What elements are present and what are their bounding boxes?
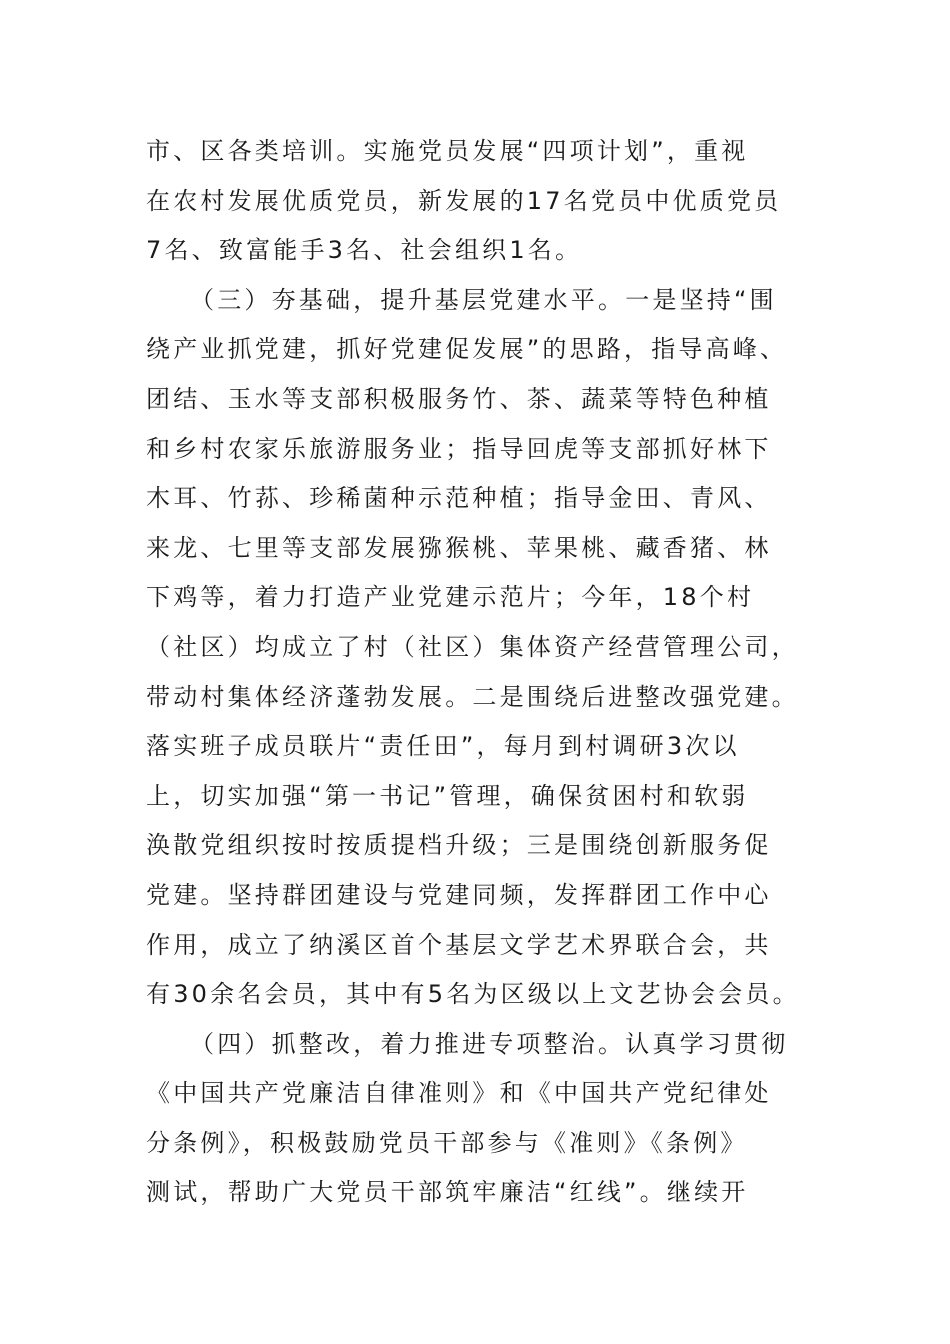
text-line: 在农村发展优质党员，新发展的17名党员中优质党员 bbox=[146, 186, 782, 215]
text-line: 作用，成立了纳溪区首个基层文学艺术界联合会，共 bbox=[146, 930, 772, 959]
text-line: 7名、致富能手3名、社会组织1名。 bbox=[146, 236, 583, 265]
text-line: 有30余名会员，其中有5名为区级以上文艺协会会员。 bbox=[146, 980, 800, 1009]
text-line: 测试，帮助广大党员干部筑牢廉洁“红线”。继续开 bbox=[146, 1178, 749, 1207]
text-line: 团结、玉水等支部积极服务竹、茶、蔬菜等特色种植 bbox=[146, 384, 772, 413]
body-text bbox=[146, 127, 836, 1218]
text-line: 党建。坚持群团建设与党建同频，发挥群团工作中心 bbox=[146, 880, 772, 909]
text-line: （社区）均成立了村（社区）集体资产经营管理公司， bbox=[146, 632, 799, 661]
text-line: 来龙、七里等支部发展猕猴桃、苹果桃、藏香猪、林 bbox=[146, 533, 772, 562]
text-line: （四）抓整改，着力推进专项整治。认真学习贯彻 bbox=[190, 1029, 789, 1058]
text-line: 分条例》，积极鼓励党员干部参与《准则》《条例》 bbox=[146, 1128, 748, 1157]
text-line: （三）夯基础，提升基层党建水平。一是坚持“围 bbox=[190, 285, 777, 314]
text-line: 绕产业抓党建，抓好党建促发展”的思路，指导高峰、 bbox=[146, 335, 788, 364]
text-line: 下鸡等，着力打造产业党建示范片；今年，18个村 bbox=[146, 583, 755, 612]
text-line: 带动村集体经济蓬勃发展。二是围绕后进整改强党建。 bbox=[146, 682, 799, 711]
text-line: 上，切实加强“第一书记”管理，确保贫困村和软弱 bbox=[146, 781, 749, 810]
text-line: 《中国共产党廉洁自律准则》和《中国共产党纪律处 bbox=[146, 1079, 772, 1108]
text-line: 木耳、竹荪、珍稀菌种示范种植；指导金田、青风、 bbox=[146, 484, 772, 513]
text-line: 市、区各类培训。实施党员发展“四项计划”，重视 bbox=[146, 137, 749, 165]
text-line: 落实班子成员联片“责任田”，每月到村调研3次以 bbox=[146, 732, 740, 761]
text-line: 和乡村农家乐旅游服务业；指导回虎等支部抓好林下 bbox=[146, 434, 772, 463]
text-line: 涣散党组织按时按质提档升级；三是围绕创新服务促 bbox=[146, 831, 772, 860]
